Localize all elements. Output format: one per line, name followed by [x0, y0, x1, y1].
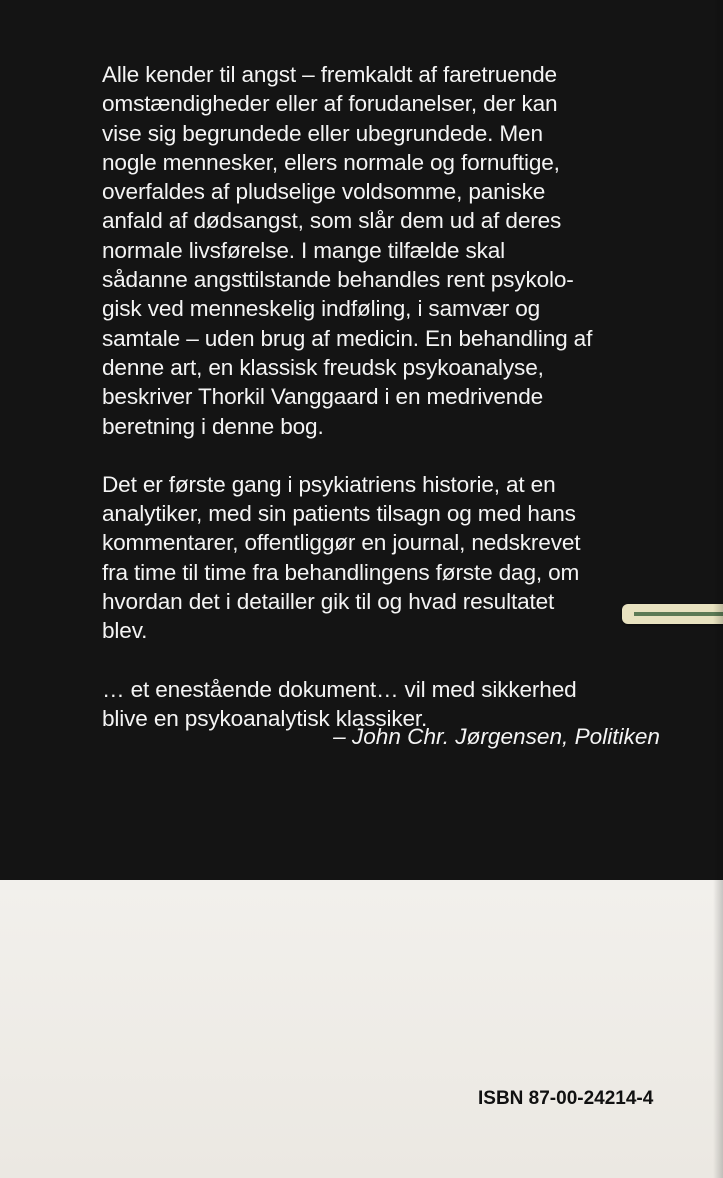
cover-edge-shadow: [713, 0, 723, 1178]
text-line: hvordan det i detailler gik til og hvad resultatet: [102, 589, 555, 615]
text-line: normale livsførelse. I mange tilfælde skal: [102, 237, 506, 263]
text-line: kommentarer, offentliggør en journal, nedskrevet: [102, 530, 581, 556]
text-line: denne art, en klassisk freudsk psykoanalyse,: [102, 354, 544, 380]
text-line: Alle kender til angst – fremkaldt af faretruende: [102, 62, 557, 87]
blurb-text: [102, 60, 682, 762]
text-line: anfald af dødsangst, som slår dem ud af deres: [102, 208, 562, 234]
paragraph-intro: [102, 60, 682, 441]
text-line: omstændigheder eller af forudanelser, der kan: [102, 91, 558, 117]
text-line: gisk ved menneskelig indføling, i samvær og: [102, 296, 541, 322]
text-line: beretning i denne bog.: [102, 413, 324, 439]
text-line: samtale – uden brug af medicin. En behandling af: [102, 325, 593, 351]
light-bottom-panel: [0, 880, 723, 1178]
text-line: overfaldes af pludselige voldsomme, paniske: [102, 179, 546, 205]
text-line: … et enestående dokument… vil med sikkerhed: [102, 676, 577, 702]
text-line: Det er første gang i psykiatriens historie, at en: [102, 471, 556, 497]
quote-attribution: – John Chr. Jørgensen, Politiken: [333, 724, 660, 749]
bookmark-ribbon: [622, 604, 723, 624]
text-line: vise sig begrundede eller ubegrundede. Men: [102, 120, 543, 146]
text-line: fra time til time fra behandlingens første dag, om: [102, 559, 580, 585]
text-line: beskriver Thorkil Vanggaard i en medrivende: [102, 384, 544, 410]
bookmark-stripe: [634, 612, 723, 616]
isbn-number: ISBN 87-00-24214-4: [478, 1088, 654, 1109]
text-line: nogle mennesker, ellers normale og fornuftige,: [102, 149, 560, 175]
text-line: blev.: [102, 618, 148, 644]
text-line: analytiker, med sin patients tilsagn og med hans: [102, 501, 576, 527]
paragraph-history: [102, 470, 682, 646]
text-line: sådanne angsttilstande behandles rent psykolo-: [102, 267, 574, 293]
text-line: blive en psykoanalytisk klassiker.: [102, 705, 428, 731]
